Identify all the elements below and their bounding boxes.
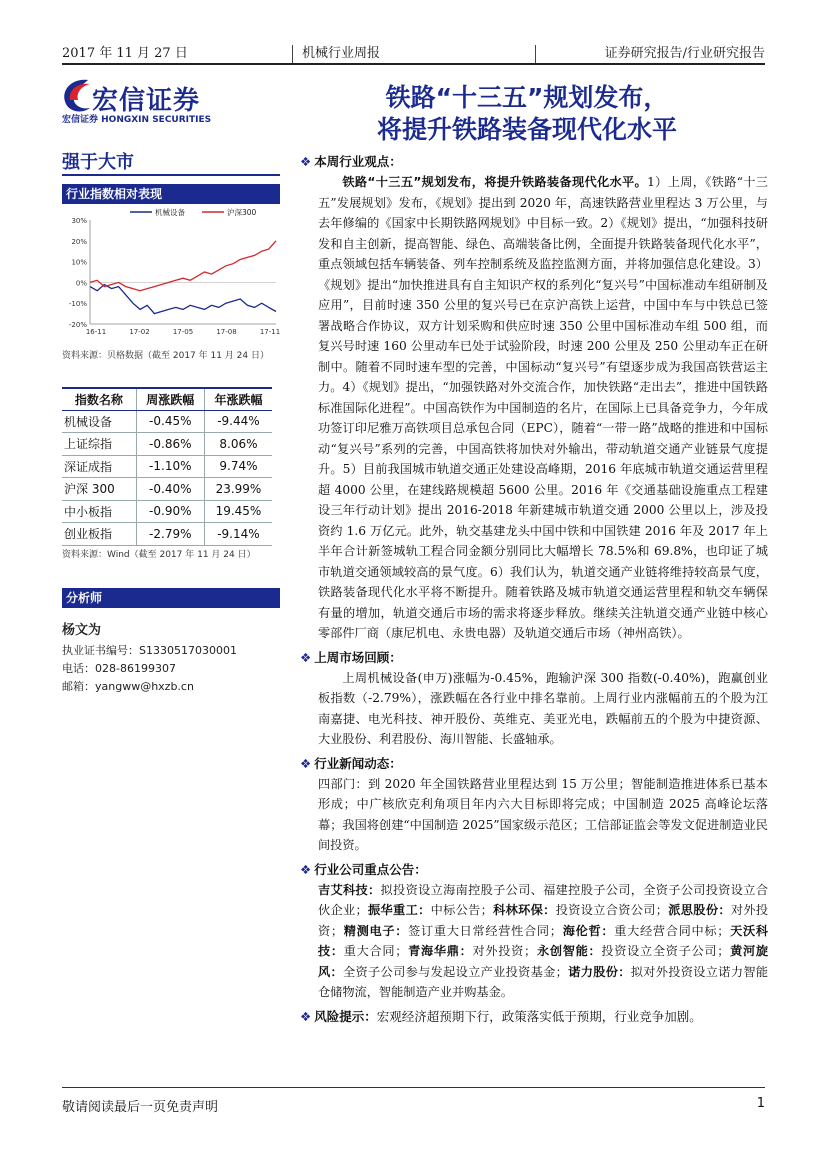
logo-name: 宏信证券 — [92, 86, 201, 116]
table-cell: 上证综指 — [62, 433, 136, 456]
table-row — [62, 433, 272, 456]
company-announcement: 拟投资设立海南控股子公司、福建控股子公司，全资子公司投资设立合伙企业； — [318, 882, 769, 917]
analyst-email: 邮箱：yangww@hxzb.cn — [62, 679, 194, 693]
table-header-cell: 周涨跌幅 — [136, 388, 204, 410]
company-name: 青海华鼎： — [407, 944, 473, 958]
table-header-cell: 指数名称 — [62, 388, 136, 410]
page-header — [62, 42, 765, 62]
company-name: 黄河旋风： — [318, 944, 769, 979]
table-cell: -1.10% — [136, 455, 204, 478]
analyst-section-title: 分析师 — [62, 588, 280, 608]
report-category: 证券研究报告/行业研究报告 — [604, 46, 765, 61]
x-tick-label: 17-05 — [172, 328, 194, 336]
report-date: 2017 年 11 月 27 日 — [62, 46, 188, 61]
left-sidebar — [62, 148, 280, 696]
company-name: 科林环保： — [492, 903, 556, 917]
analyst-phone: 电话：028-86199307 — [62, 661, 176, 675]
news-paragraph: 四部门：到 2020 年全国铁路营业里程达到 15 万公里；智能制造推进体系已基本形成；中广核欣克利角项目年内六大目标即将完成；中国制造 2025 高峰论坛落幕；我国将创建“中国制造 2025”国家级示范区；工信部证监会等发文促进制造业民间投资。 — [318, 776, 768, 852]
relative-performance-chart — [62, 206, 280, 346]
x-tick-label: 17-02 — [129, 328, 150, 336]
analyst-cert: 执业证书编号：S1330517030001 — [62, 643, 237, 657]
footer-disclaimer: 敬请阅读最后一页免责声明 — [62, 1100, 219, 1115]
analyst-info — [62, 622, 280, 696]
company-announcements — [300, 880, 768, 1003]
diamond-bullet-icon: ❖ — [300, 861, 312, 877]
table-row — [62, 455, 272, 478]
table-cell: -0.90% — [136, 500, 204, 523]
table-row — [62, 523, 272, 546]
table-row — [62, 500, 272, 523]
x-tick-label: 17-11 — [259, 328, 280, 336]
company-name: 吉艾科技： — [318, 882, 381, 897]
company-logo — [60, 70, 235, 130]
table-cell: 机械设备 — [62, 410, 136, 433]
table-cell: 中小板指 — [62, 500, 136, 523]
report-title-line2: 将提升铁路装备现代化水平 — [376, 115, 677, 144]
y-tick-label: -20% — [68, 321, 87, 329]
company-name: 诺力股份： — [567, 964, 631, 979]
table-cell: 沪深 300 — [62, 478, 136, 501]
analyst-name: 杨文为 — [62, 622, 102, 638]
report-title-line1: 铁路“十三五”规划发布， — [385, 83, 669, 112]
y-tick-label: 20% — [71, 237, 87, 246]
table-cell: -0.86% — [136, 433, 204, 456]
y-tick-label: 10% — [71, 258, 87, 267]
industry-rating: 强于大市 — [62, 148, 280, 176]
table-source: 资料来源：Wind（截至 2017 年 11 月 24 日） — [62, 549, 256, 560]
table-cell: 8.06% — [204, 433, 272, 456]
table-row — [62, 410, 272, 433]
y-tick-label: 0% — [75, 279, 87, 288]
company-announcement: 重大合同； — [343, 944, 408, 958]
table-cell: 深证成指 — [62, 455, 136, 478]
company-announcement: 投资设立合资公司； — [555, 903, 668, 917]
company-announcement: 重大经营合同中标； — [614, 923, 730, 938]
legend-label: 沪深300 — [227, 208, 257, 217]
footer-rule — [62, 1087, 765, 1088]
table-cell: 23.99% — [204, 478, 272, 501]
view-text: 1）上周，《铁路“十三五”发展规划》发布，《规划》提出到 2020 年，高速铁路营业里程达 3 万公里，与去年修编的《国家中长期铁路网规划》中目标一致。2）《规划》提出，“加强科技研发和自主创新，提高智能、绿色、高端装备比例，全面提升铁路装备现代化水平”，重点领域包括车辆装备、列车控制系统及监控监测方面，并将加强信息化建设。3）《规划》提出“加快推进具有自主知识产权的系列化“复兴号”中国标准动车组研制及应用”，目前时速 350 公里的复兴号已在京沪高铁上运营，中国中车与中铁总已签署战略合作协议，双方计划采购和供应时速 350 公里中国标准动车组 500 组，而复兴号时速 160 公里动车已处于试验阶段，时速 200 公里及 250 公里动车正在研制中。随着不同时速车型的完善，中国标动“复兴号”有望逐步成为我国高铁营运主力。4）《规划》提出，“加强铁路对外交流合作，加快铁路“走出去”，推进中国铁路标准国际化进程”。中国高铁作为中国制造的名片，在国际上已具备竞争力，今年成功签订印尼雅万高铁项目总承包合同（EPC），随着“一带一路”战略的推进和中国标动“复兴号”系列的完善，中国高铁将加快对外输出，带动轨道交通产业链景气度提升。5）目前我国城市轨道交通正处建设高峰期，2016 年底城市轨道交通运营里程超 4000 公里，在建线路规模超 5600 公里。2016 年《交通基础设施重点工程建设三年行动计划》提出 2016-2018 年新建城市轨道交通 2000 公里以上，涉及投资约 1.6 万亿元。此外，轨交基建龙头中国中铁和中国铁建 2016 年及 2017 年上半年合计新签城轨工程合同金额分别同比大幅增长 78.5%和 69.8%，也印证了城市轨道交通领域较高的景气度。6）我们认为，轨道交通产业链将维持较高景气度，铁路装备现代化水平将不断提升。随着铁路及城市轨道交通运营里程和轨交车辆保有量的增加，轨道交通后市场的需求将逐步释放。继续关注轨道交通产业链中核心零部件厂商（康尼机电、永贵电器）及轨道交通后市场（神州高铁）。 — [318, 175, 768, 640]
table-cell: 创业板指 — [62, 523, 136, 546]
index-table-header — [62, 388, 272, 410]
header-divider — [535, 45, 536, 63]
company-announcement: 全资子公司参与发起设立产业投资基金； — [343, 964, 568, 979]
chart-section-title: 行业指数相对表现 — [62, 184, 280, 204]
view-lead: 铁路“十三五”规划发布，将提升铁路装备现代化水平。 — [342, 175, 648, 189]
section-heading: ❖ 行业新闻动态： — [300, 755, 402, 771]
table-cell: -0.45% — [136, 410, 204, 433]
company-announcement: 签订重大日常经营性合同； — [408, 923, 562, 938]
index-table — [62, 387, 272, 546]
table-cell: -2.79% — [136, 523, 204, 546]
series-line — [90, 285, 276, 314]
view-paragraph — [300, 172, 768, 644]
table-cell: -9.14% — [204, 523, 272, 546]
section-heading: ❖ 上周市场回顾： — [300, 649, 402, 665]
diamond-bullet-icon: ❖ — [300, 154, 312, 169]
logo-subtitle: 宏信证券 HONGXIN SECURITIES — [62, 115, 212, 125]
y-tick-label: 30% — [71, 217, 87, 225]
diamond-bullet-icon: ❖ — [300, 1008, 312, 1024]
chart-source: 资料来源：贝格数据（截至 2017 年 11 月 24 日） — [62, 351, 269, 361]
report-body — [300, 148, 768, 1027]
x-tick-label: 17-08 — [216, 328, 237, 336]
table-cell: 9.74% — [204, 455, 272, 478]
company-name: 派思股份： — [667, 903, 731, 917]
company-announcement: 中标公告； — [430, 903, 493, 917]
series-line — [90, 241, 276, 291]
page-number: 1 — [756, 1096, 765, 1111]
diamond-bullet-icon: ❖ — [300, 649, 312, 665]
company-announcement: 投资设立全资子公司； — [601, 944, 730, 958]
company-name: 海伦哲： — [562, 923, 615, 938]
header-rule — [62, 63, 765, 65]
report-type: 机械行业周报 — [302, 46, 381, 61]
risk-section: ❖ 风险提示：宏观经济超预期下行，政策落实低于预期，行业竞争加剧。 — [300, 1008, 702, 1024]
legend-label: 机械设备 — [155, 208, 185, 217]
table-row — [62, 478, 272, 501]
company-name: 精测电子： — [343, 923, 409, 938]
company-name: 永创智能： — [536, 944, 602, 958]
table-header-cell: 年涨跌幅 — [204, 388, 272, 410]
risk-text: 宏观经济超预期下行，政策落实低于预期，行业竞争加剧。 — [376, 1008, 702, 1024]
header-divider — [292, 45, 293, 63]
company-announcement: 对外投资； — [472, 944, 537, 958]
x-tick-label: 16-11 — [85, 328, 107, 336]
company-name: 天沃科技： — [318, 923, 769, 958]
table-cell: -0.40% — [136, 478, 204, 501]
table-cell: -9.44% — [204, 410, 272, 433]
table-cell: 19.45% — [204, 500, 272, 523]
diamond-bullet-icon: ❖ — [300, 755, 312, 771]
y-tick-label: -10% — [68, 300, 87, 309]
section-heading: ❖ 本周行业观点： — [300, 154, 402, 169]
market-paragraph: 上周机械设备(申万)涨幅为-0.45%，跑输沪深 300 指数(-0.40%)，跑赢创业板指数（-2.79%），涨跌幅在各行业中排名靠前。上周行业内涨幅前五的个股为江南嘉捷、电光科技、神开股份、英维克、美亚光电，跌幅前五的个股为中捷资源、大业股份、利君股份、海川智能、长盛轴承。 — [318, 670, 768, 746]
company-name: 振华重工： — [367, 903, 431, 917]
company-announcement: 对外投资； — [318, 903, 769, 938]
section-heading: ❖ 行业公司重点公告： — [300, 861, 427, 877]
company-announcement: 拟对外投资设立诺力智能仓储物流，智能制造产业并购基金。 — [318, 964, 769, 999]
